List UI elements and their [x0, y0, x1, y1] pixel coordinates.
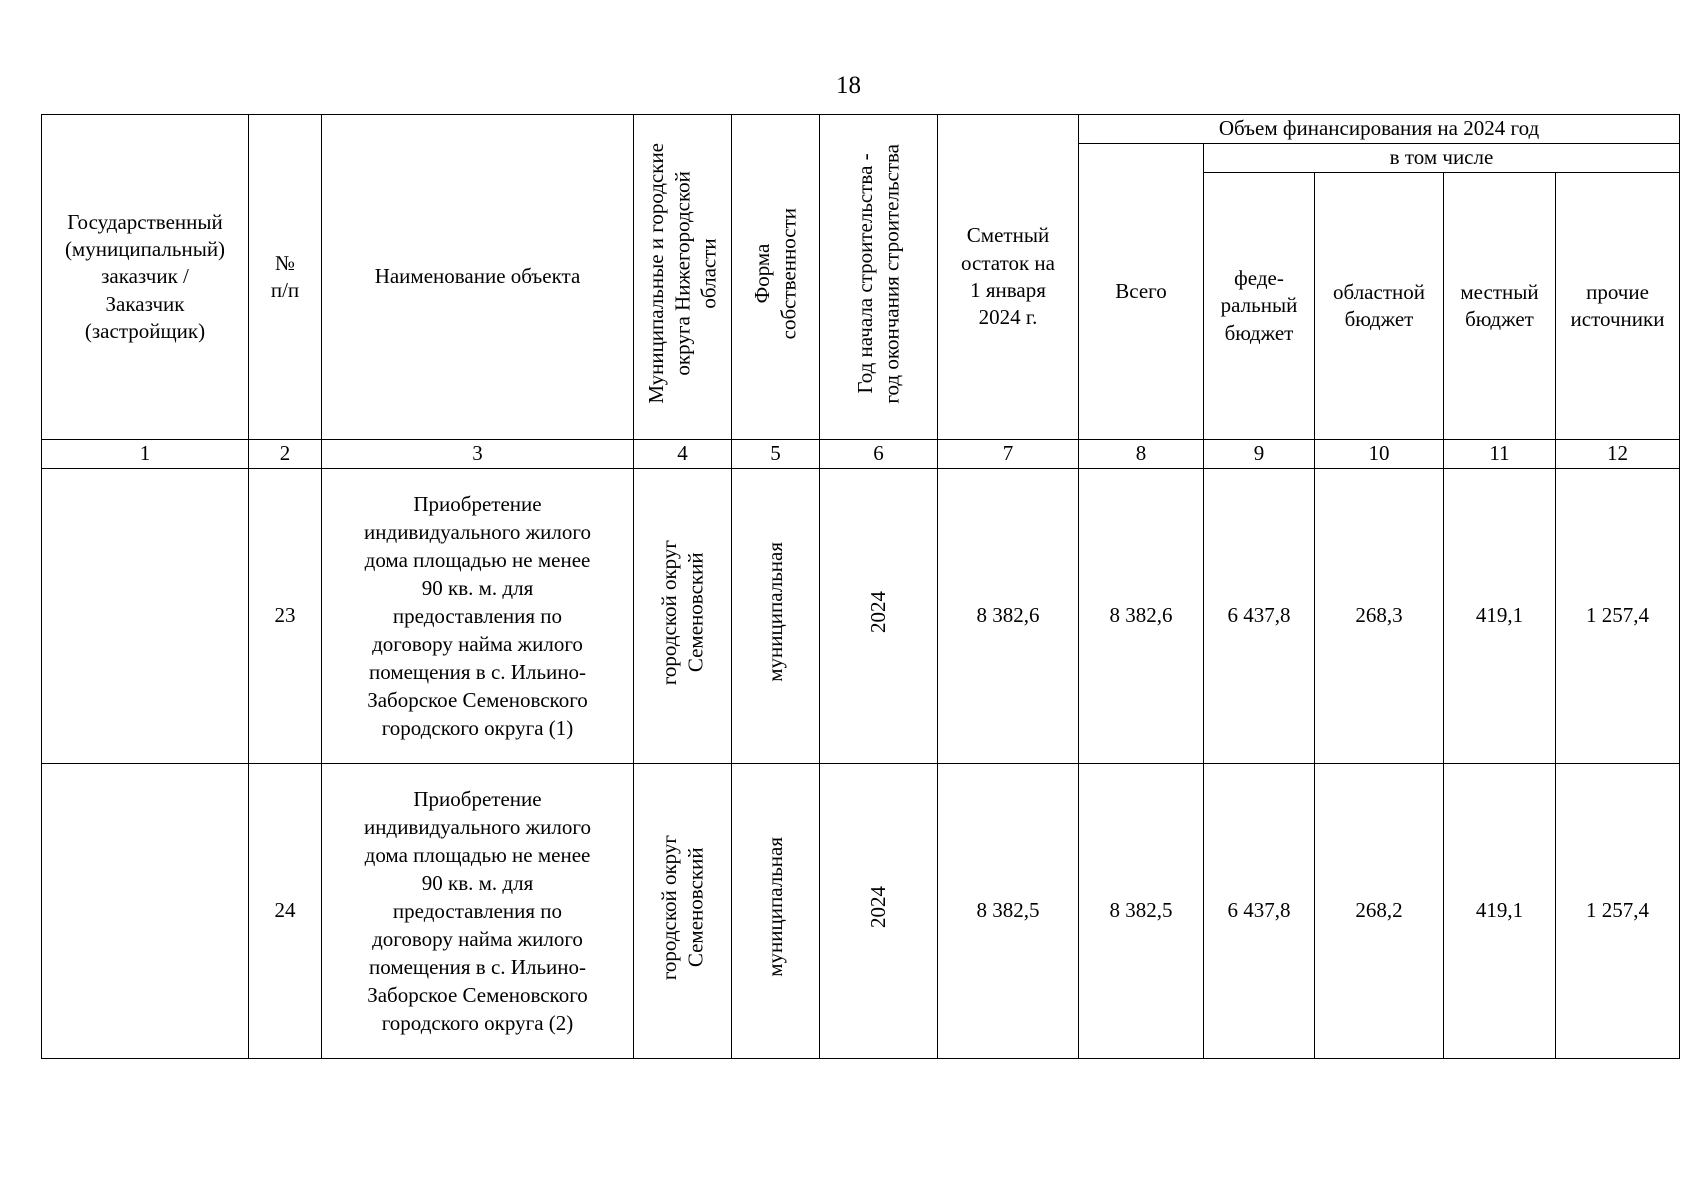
header-index: № п/п	[249, 115, 322, 440]
header-remaining: Сметный остаток на 1 января 2024 г.	[938, 115, 1079, 440]
header-including: в том числе	[1204, 144, 1680, 173]
cell-regional: 268,3	[1315, 469, 1444, 764]
column-number: 9	[1204, 440, 1315, 469]
cell-years: 2024	[820, 469, 938, 764]
cell-total: 8 382,5	[1079, 764, 1204, 1059]
cell-other: 1 257,4	[1556, 469, 1680, 764]
cell-regional: 268,2	[1315, 764, 1444, 1059]
cell-object-name: Приобретение индивидуального жилого дома площадью не менее 90 кв. м. для предоставления по договору найма жилого помещения в с. Ильино- Заборское Семеновского городского округа (1)	[322, 469, 634, 764]
cell-other: 1 257,4	[1556, 764, 1680, 1059]
cell-customer	[42, 764, 249, 1059]
column-number: 11	[1444, 440, 1556, 469]
cell-customer	[42, 469, 249, 764]
cell-remaining: 8 382,6	[938, 469, 1079, 764]
cell-local: 419,1	[1444, 469, 1556, 764]
financing-table	[41, 114, 1680, 1059]
cell-ownership: муниципальная	[732, 469, 820, 764]
table-row	[42, 469, 1680, 764]
column-number: 5	[732, 440, 820, 469]
table-row	[42, 764, 1680, 1059]
cell-district: городской округ Семеновский	[634, 469, 732, 764]
header-years: Год начала строительства - год окончания строительства	[820, 115, 938, 440]
header-federal: феде- ральный бюджет	[1204, 173, 1315, 440]
header-local: местный бюджет	[1444, 173, 1556, 440]
column-number: 2	[249, 440, 322, 469]
header-customer: Государственный (муниципальный) заказчик / Заказчик (застройщик)	[42, 115, 249, 440]
cell-total: 8 382,6	[1079, 469, 1204, 764]
cell-remaining: 8 382,5	[938, 764, 1079, 1059]
column-number: 10	[1315, 440, 1444, 469]
column-number: 8	[1079, 440, 1204, 469]
page-number: 18	[836, 72, 861, 99]
cell-federal: 6 437,8	[1204, 764, 1315, 1059]
column-number-row	[42, 440, 1680, 469]
header-object-name: Наименование объекта	[322, 115, 634, 440]
column-number: 6	[820, 440, 938, 469]
header-ownership: Форма собственности	[732, 115, 820, 440]
column-number: 12	[1556, 440, 1680, 469]
header-regional: областной бюджет	[1315, 173, 1444, 440]
cell-district: городской округ Семеновский	[634, 764, 732, 1059]
column-number: 7	[938, 440, 1079, 469]
column-number: 1	[42, 440, 249, 469]
cell-years: 2024	[820, 764, 938, 1059]
cell-ownership: муниципальная	[732, 764, 820, 1059]
column-number: 3	[322, 440, 634, 469]
header-other: прочие источники	[1556, 173, 1680, 440]
header-district: Муниципальные и городские округа Нижегородской области	[634, 115, 732, 440]
column-number: 4	[634, 440, 732, 469]
cell-index: 24	[249, 764, 322, 1059]
cell-local: 419,1	[1444, 764, 1556, 1059]
header-financing-group: Объем финансирования на 2024 год	[1079, 115, 1680, 144]
cell-index: 23	[249, 469, 322, 764]
cell-federal: 6 437,8	[1204, 469, 1315, 764]
header-total: Всего	[1079, 144, 1204, 440]
cell-object-name: Приобретение индивидуального жилого дома площадью не менее 90 кв. м. для предоставления по договору найма жилого помещения в с. Ильино- Заборское Семеновского городского округа (2)	[322, 764, 634, 1059]
